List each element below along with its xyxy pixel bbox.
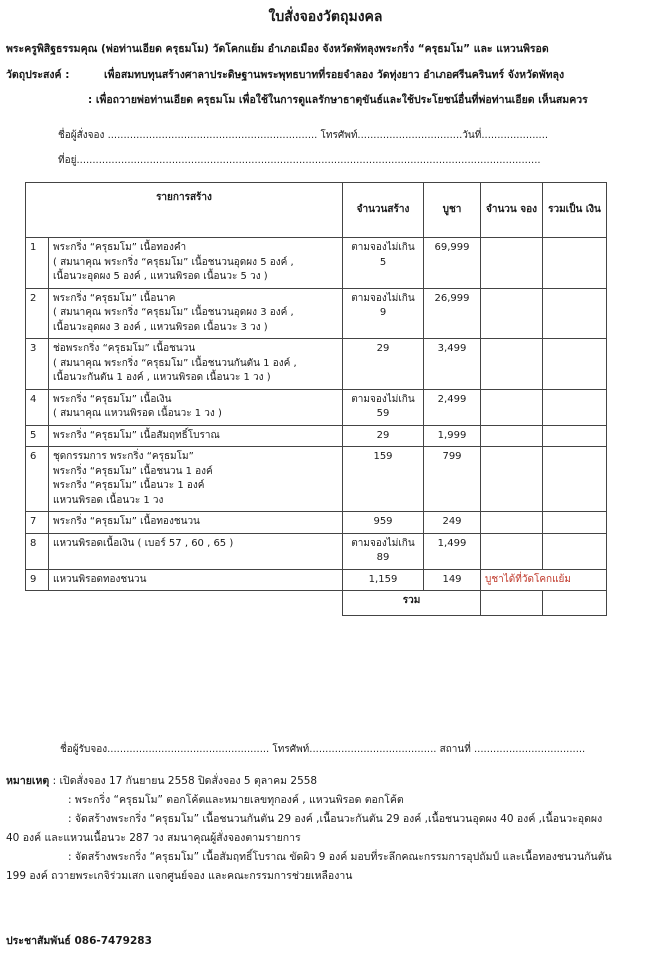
orderer-field[interactable]: ชื่อผู้สั่งจอง .................................................................. โทรศัพท์.................................วันที่.....................: [58, 130, 549, 141]
row-total-cell[interactable]: [543, 425, 607, 447]
row-item: [49, 447, 343, 512]
row-amount-cell[interactable]: [481, 533, 543, 569]
row-amount-cell[interactable]: [481, 447, 543, 512]
row-item: [49, 533, 343, 569]
row-qty: 29: [343, 339, 424, 390]
header-total: รวมเป็น เงิน: [543, 183, 607, 238]
row-number: 4: [26, 389, 49, 425]
sum-row: [26, 591, 607, 616]
item-line: ( สมนาคุณ พระกริ่ง “ครุธมโม” เนื้อชนวนอุดผง 3 องค์ ,: [53, 307, 294, 318]
row-item: [49, 512, 343, 534]
header-amount: จำนวน จอง: [481, 183, 543, 238]
row-item: [49, 425, 343, 447]
note-line: 199 องค์ ถวายพระเกจิร่วมเสก แจกศูนย์จอง และคณะกรรมการช่วยเหลืองาน: [6, 870, 353, 882]
row-total-cell[interactable]: [543, 288, 607, 339]
table-header-row: [26, 183, 607, 238]
purpose-1: เพื่อสมทบทุนสร้างศาลาประดิษฐานพระพุทธบาทที่รอยจำลอง วัดทุ่งยาว อำเภอศรีนครินทร์ จังหวัดพัทลุง: [104, 69, 565, 81]
row-qty: 959: [343, 512, 424, 534]
note-line: : จัดสร้างพระกริ่ง “ครุธมโม” เนื้อชนวนกันตัน 29 องค์ ,เนื้อนวะกันตัน 29 องค์ ,เนื้อชนวนอุดผง 40 องค์ ,เนื้อนวะอุดผง: [68, 813, 603, 825]
contact-phone: ประชาสัมพันธ์ 086-7479283: [6, 935, 152, 947]
item-line: ชุดกรรมการ พระกริ่ง “ครุธมโม”: [53, 451, 194, 462]
row-number: 6: [26, 447, 49, 512]
table-row: [26, 238, 607, 289]
row-item: [49, 389, 343, 425]
table-row: [26, 533, 607, 569]
table-row: [26, 512, 607, 534]
item-line: พระกริ่ง “ครุธมโม” เนื้อเงิน: [53, 393, 172, 405]
row-item: [49, 288, 343, 339]
row-total-cell[interactable]: [543, 533, 607, 569]
item-line: พระกริ่ง “ครุธมโม” เนื้อทองคำ: [53, 242, 187, 253]
row-price: 149: [424, 569, 481, 591]
row-total-cell[interactable]: [543, 447, 607, 512]
row-price: 1,999: [424, 425, 481, 447]
item-line: เนื้อนวะกันตัน 1 องค์ , แหวนพิรอด เนื้อนวะ 1 วง ): [53, 372, 271, 383]
row-amount-cell[interactable]: [481, 389, 543, 425]
item-line: พระกริ่ง “ครุธมโม” เนื้อนาค: [53, 292, 176, 304]
purpose-label: วัตถุประสงค์ :: [6, 69, 70, 81]
row-amount-cell[interactable]: [481, 288, 543, 339]
table-row: [26, 339, 607, 390]
row-price: 2,499: [424, 389, 481, 425]
table-row: [26, 447, 607, 512]
row-amount-cell[interactable]: [481, 425, 543, 447]
note-line: 40 องค์ และแหวนเนื้อนวะ 287 วง สมนาคุณผู้สั่งจองตามรายการ: [6, 832, 301, 844]
row-item: [49, 339, 343, 390]
item-line: พระกริ่ง “ครุธมโม” เนื้อทองชนวน: [53, 516, 200, 527]
item-line: ( สมนาคุณ พระกริ่ง “ครุธมโม” เนื้อชนวนอุดผง 5 องค์ ,: [53, 256, 294, 268]
row-amount-cell[interactable]: [481, 339, 543, 390]
row-number: 1: [26, 238, 49, 289]
row-qty: 1,159: [343, 569, 424, 591]
table-row: [26, 425, 607, 447]
row-number: 7: [26, 512, 49, 534]
order-table: [25, 182, 607, 616]
item-line: แหวนพิรอด เนื้อนวะ 1 วง: [53, 494, 164, 506]
notes-section: [6, 772, 646, 886]
notes-label: หมายเหตุ: [6, 775, 50, 787]
sum-amount-cell[interactable]: [481, 591, 543, 616]
header-price: บูชา: [424, 183, 481, 238]
item-line: พระกริ่ง “ครุธมโม” เนื้อชนวน 1 องค์: [53, 465, 213, 477]
header-item: รายการสร้าง: [26, 183, 343, 238]
row-item: [49, 569, 343, 591]
row-total-cell[interactable]: [543, 512, 607, 534]
row-amount-cell[interactable]: [481, 238, 543, 289]
row-number: 5: [26, 425, 49, 447]
item-line: แหวนพิรอดทองชนวน: [53, 573, 147, 585]
item-line: พระกริ่ง “ครุธมโม” เนื้อนวะ 1 องค์: [53, 480, 205, 491]
item-line: เนื้อนวะอุดผง 3 องค์ , แหวนพิรอด เนื้อนวะ 3 วง ): [53, 321, 268, 333]
item-line: แหวนพิรอดเนื้อเงิน ( เบอร์ 57 , 60 , 65 ): [53, 537, 234, 549]
receiver-field[interactable]: ชื่อผู้รับจอง................................................... โทรศัพท์........................................ สถานที่ ...................................: [60, 744, 586, 755]
sum-spacer: [26, 591, 343, 616]
header-qty: จำนวนสร้าง: [343, 183, 424, 238]
item-line: ( สมนาคุณ แหวนพิรอด เนื้อนวะ 1 วง ): [53, 408, 222, 419]
row-price: 249: [424, 512, 481, 534]
row-number: 2: [26, 288, 49, 339]
table-row: [26, 389, 607, 425]
note-line: : เปิดสั่งจอง 17 กันยายน 2558 ปิดสั่งจอง 5 ตุลาคม 2558: [52, 775, 318, 787]
item-line: พระกริ่ง “ครุธมโม” เนื้อสัมฤทธิ์โบราณ: [53, 429, 220, 441]
row-qty: ตามจองไม่เกิน 59: [343, 389, 424, 425]
row-price: 69,999: [424, 238, 481, 289]
purpose-2: : เพื่อถวายพ่อท่านเอียด ครุธมโม เพื่อใช้ในการดูแลรักษาธาตุขันธ์และใช้ประโยชน์อื่นที่พ่อท่านเอียด เห็นสมควร: [88, 94, 588, 106]
row-price: 1,499: [424, 533, 481, 569]
row-number: 8: [26, 533, 49, 569]
row-qty: ตามจองไม่เกิน 89: [343, 533, 424, 569]
row-amount-cell[interactable]: [481, 512, 543, 534]
row-number: 9: [26, 569, 49, 591]
item-line: เนื้อนวะอุดผง 5 องค์ , แหวนพิรอด เนื้อนวะ 5 วง ): [53, 271, 268, 282]
sum-total-cell[interactable]: [543, 591, 607, 616]
sum-label: รวม: [343, 591, 481, 616]
header-line: พระครูพิสิฐธรรมคุณ (พ่อท่านเอียด ครุธมโม) วัดโคกแย้ม อำเภอเมือง จังหวัดพัทลุงพระกริ่ง “ครุธมโม” และ แหวนพิรอด: [6, 43, 549, 55]
note-line: : พระกริ่ง “ครุธมโม” ตอกโค้ตและหมายเลขทุกองค์ , แหวนพิรอด ตอกโค้ต: [68, 794, 404, 806]
row-price: 3,499: [424, 339, 481, 390]
row-total-cell[interactable]: [543, 389, 607, 425]
row-qty: 159: [343, 447, 424, 512]
row-qty: ตามจองไม่เกิน 5: [343, 238, 424, 289]
table-row: [26, 288, 607, 339]
item-line: ช่อพระกริ่ง “ครุธมโม” เนื้อชนวน: [53, 343, 196, 354]
row-total-cell[interactable]: [543, 339, 607, 390]
row-price: 26,999: [424, 288, 481, 339]
table-row: [26, 569, 607, 591]
row-price: 799: [424, 447, 481, 512]
address-field[interactable]: ที่อยู่..................................................................................................................................................: [58, 155, 541, 166]
page-title: ใบสั่งจองวัตถุมงคล: [268, 9, 383, 25]
row-item: [49, 238, 343, 289]
row-qty: ตามจองไม่เกิน 9: [343, 288, 424, 339]
row-qty: 29: [343, 425, 424, 447]
row-number: 3: [26, 339, 49, 390]
row-total-cell[interactable]: [543, 238, 607, 289]
item-line: ( สมนาคุณ พระกริ่ง “ครุธมโม” เนื้อชนวนกันตัน 1 องค์ ,: [53, 357, 297, 369]
row-note: บูชาได้ที่วัดโคกแย้ม: [481, 569, 607, 591]
note-line: : จัดสร้างพระกริ่ง “ครุธมโม” เนื้อสัมฤทธิ์โบราณ ขัดผิว 9 องค์ มอบที่ระลึกคณะกรรมการอุปถัมป์ และเนื้อทองชนวนกันตัน: [68, 851, 612, 863]
